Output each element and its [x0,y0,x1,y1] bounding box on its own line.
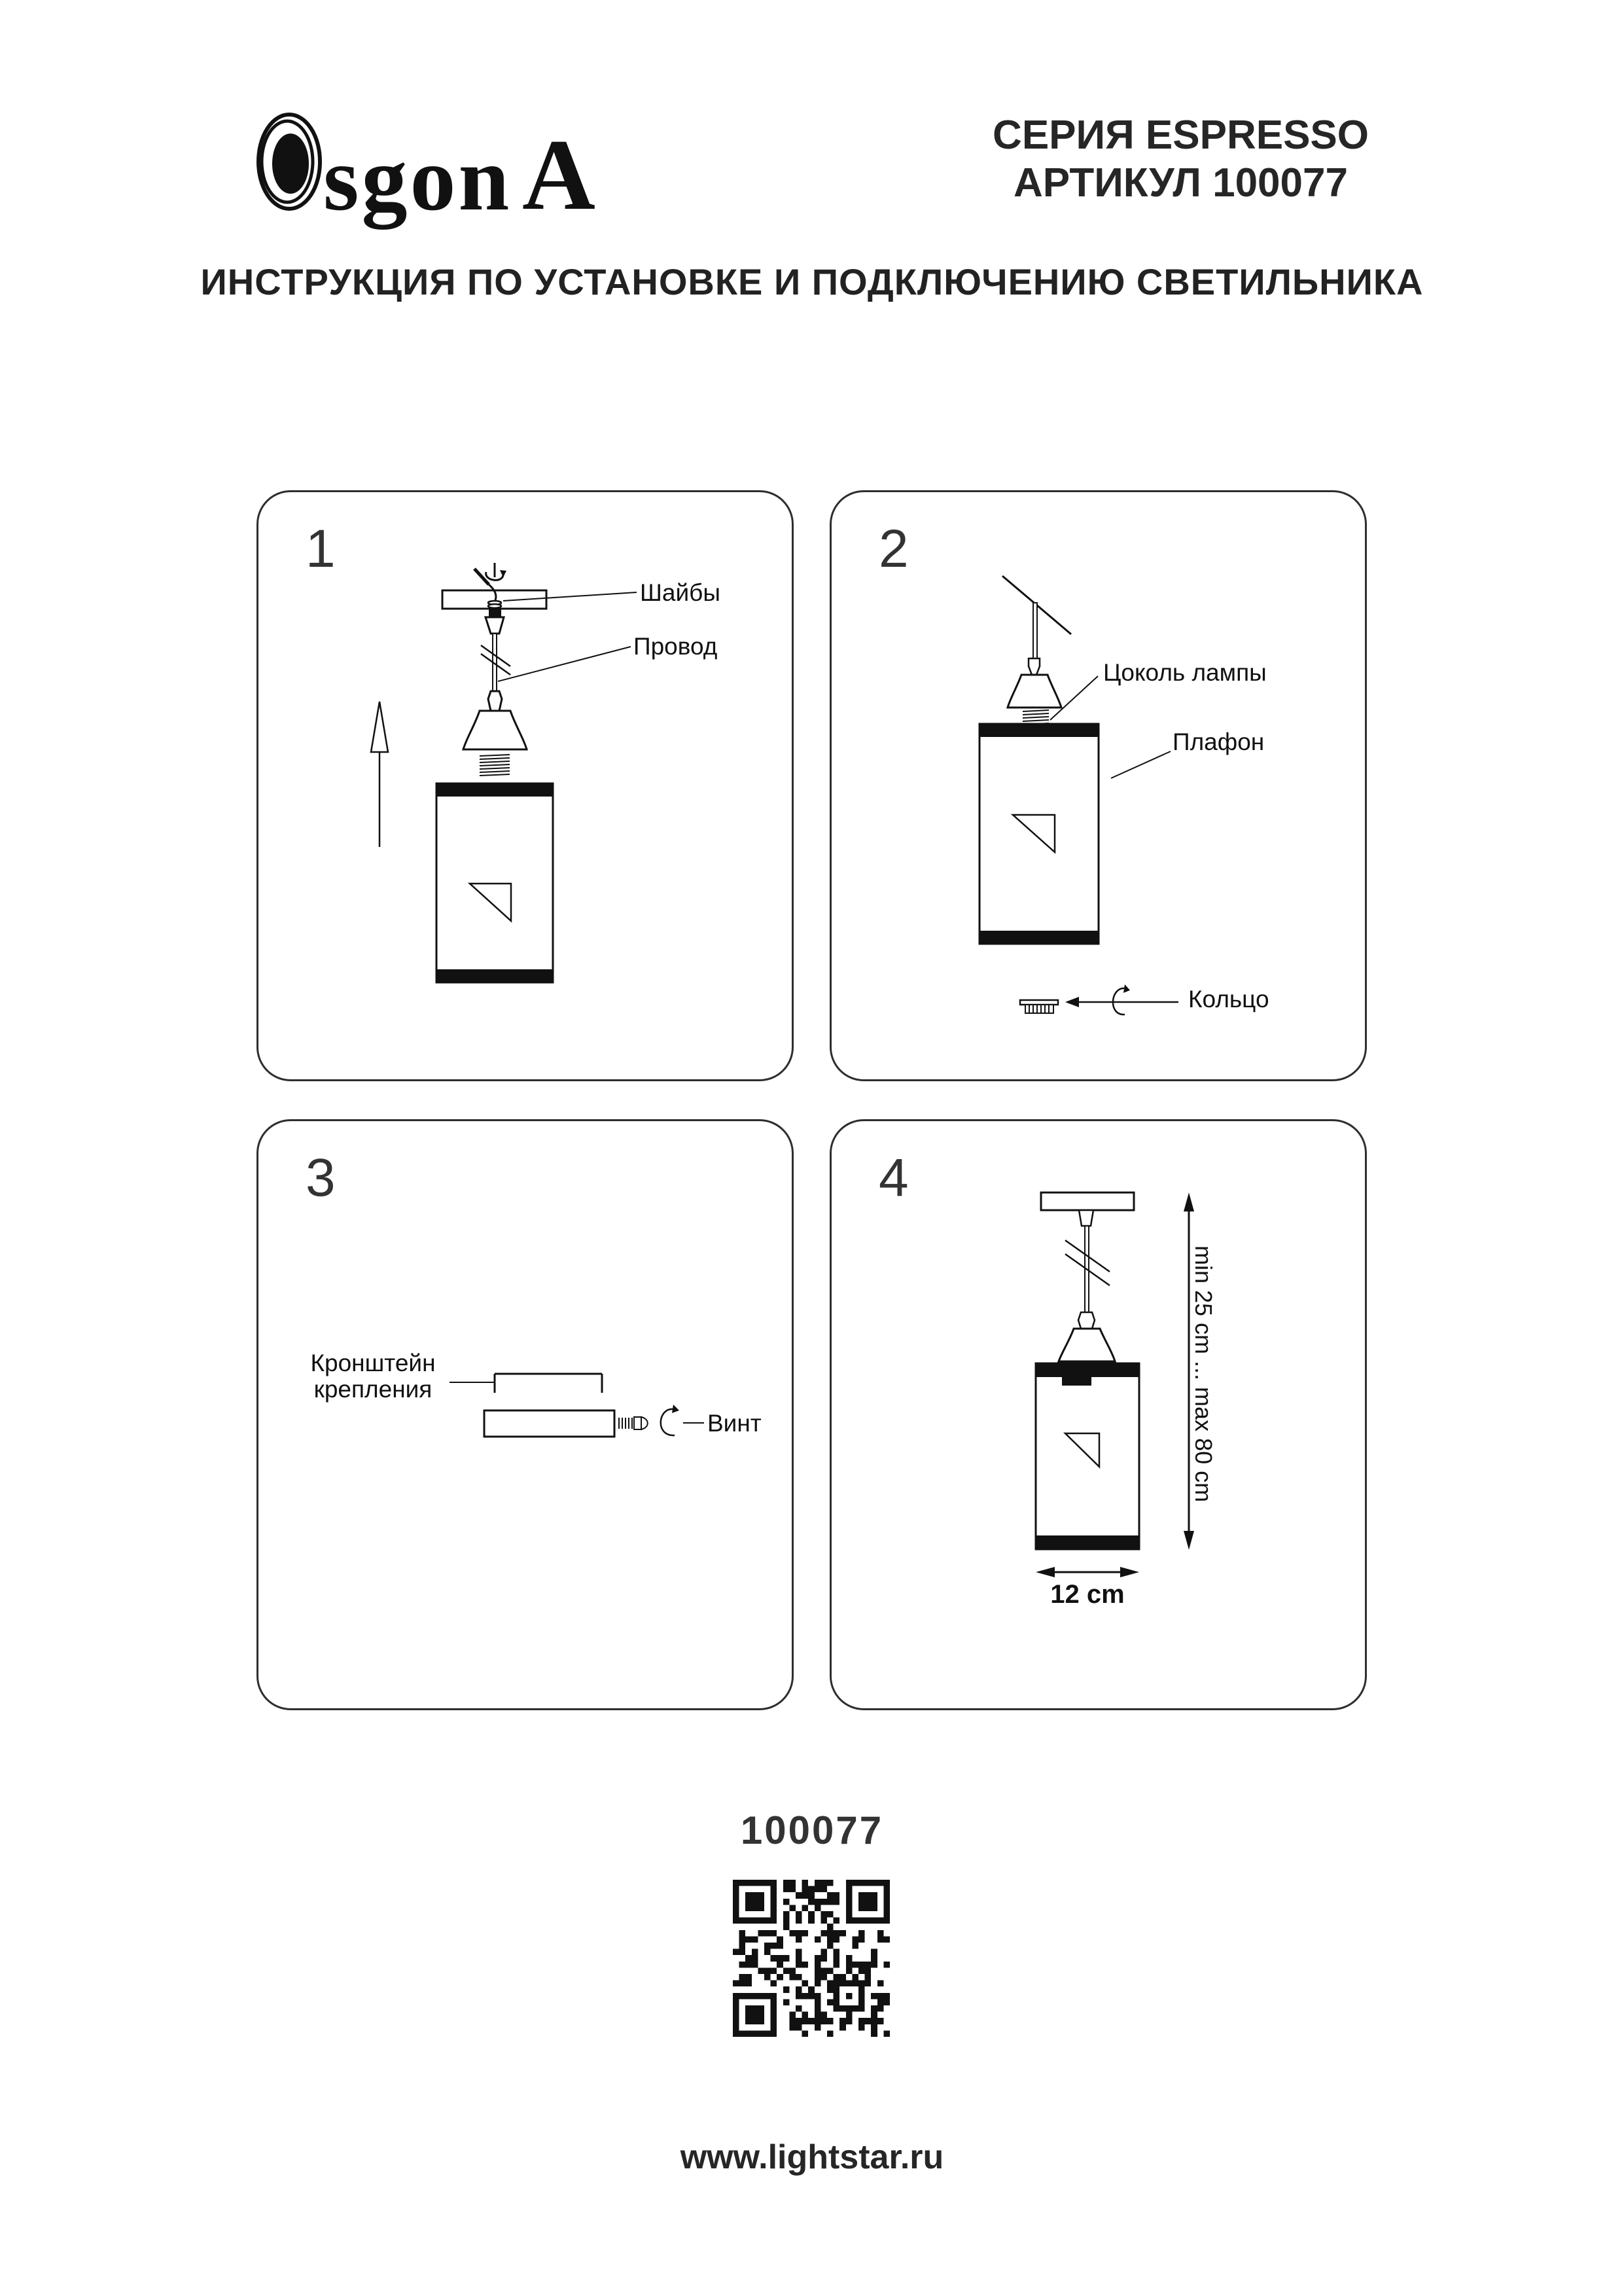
label-wire: Провод [633,633,718,660]
upper-cone [485,617,504,634]
step-2-panel [830,490,1367,1081]
article-line: АРТИКУЛ 100077 [1014,160,1348,206]
ceiling-plate-drawing [1041,1193,1134,1210]
footer-article-number: 100077 [740,1808,884,1852]
rotate-icon [661,1405,679,1435]
label-height-range: min 25 cm ... max 80 cm [1190,1245,1217,1503]
osgona-logo [255,110,648,231]
ring-drawing [1020,1000,1058,1013]
step-number: 4 [879,1148,909,1208]
label-screw: Винт [707,1410,762,1437]
step-4-drawing [832,1121,1365,1708]
lamp-thread [480,755,510,776]
leader-shade [1111,751,1171,778]
screw-drawing [619,1417,648,1429]
lamp-holder-bell [463,711,527,749]
mounting-bracket-drawing [495,1374,602,1393]
step-2-drawing [832,492,1365,1079]
canopy-cone [1079,1210,1093,1226]
width-dimension-arrow [1036,1567,1139,1577]
leader-wire [498,647,631,681]
page-title: ИНСТРУКЦИЯ ПО УСТАНОВКЕ И ПОДКЛЮЧЕНИЮ СВЕТИЛЬНИКА [200,261,1424,302]
label-washers: Шайбы [640,579,720,606]
strain-relief-block [489,609,501,617]
ring-arrow-icon [1065,984,1178,1014]
series-line: СЕРИЯ ESPRESSO [993,113,1369,158]
cord-drawing [1033,603,1037,658]
lamp-holder-bell [1008,675,1061,708]
shade-drawing [1036,1363,1139,1549]
up-arrow-icon [371,702,388,847]
shade-drawing [980,724,1099,944]
lamp-holder-bell [1059,1329,1115,1361]
label-bracket-line1: Кронштейн [310,1350,436,1376]
step-number: 2 [879,519,909,579]
label-width: 12 cm [1050,1580,1125,1609]
label-socket: Цоколь лампы [1103,659,1267,686]
cord-grip [1029,658,1040,675]
logo-o-icon [255,110,323,213]
cord-grip [488,691,502,711]
canopy-drawing [484,1410,614,1437]
cord-grip [1078,1312,1095,1329]
label-shade: Плафон [1173,728,1265,755]
step-1-panel [256,490,794,1081]
label-bracket-line2: крепления [313,1376,432,1403]
step-number: 1 [306,519,336,579]
shade-drawing [436,783,553,982]
step-3-panel [256,1119,794,1710]
qr-code-icon [733,1880,890,2037]
step-4-panel [830,1119,1367,1710]
washers-drawing [488,601,501,608]
header-series-block [993,111,1369,207]
step-number: 3 [306,1148,336,1208]
label-ring: Кольцо [1188,986,1269,1013]
logo-text-a: A [522,118,595,231]
logo-text-sgon: sgon [323,128,512,230]
twist-wires-icon [474,563,506,584]
website-url: www.lightstar.ru [680,2138,944,2176]
